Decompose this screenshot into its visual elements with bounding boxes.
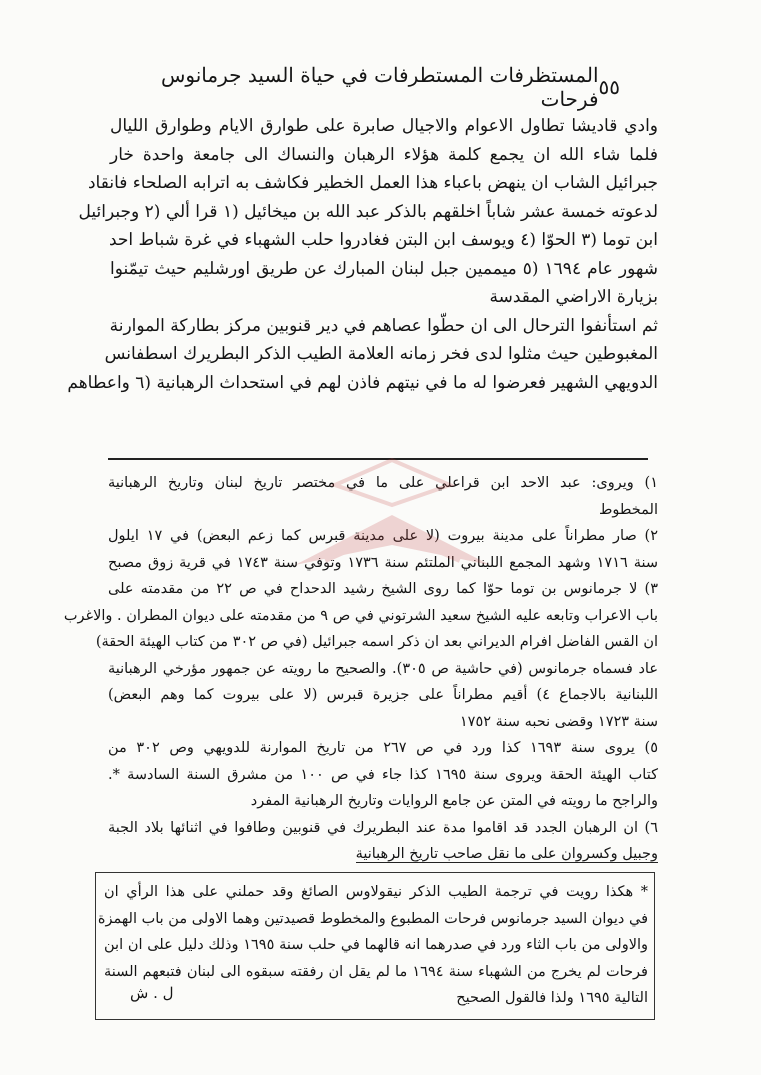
footnote-line: ٥) يروى سنة ١٦٩٣ كذا ورد في ص ٢٦٧ من تاريخ الموارنة للدويهي وص ٣٠٢ من	[108, 740, 658, 756]
footnote-line	[108, 841, 658, 868]
footnote-line: المخطوط	[599, 501, 658, 518]
text-line: فلما شاء الله ان يجمع كلمة هؤلاء الرهبان والنساك الى جامعة واحدة خار	[110, 144, 658, 165]
page-number: ٥٥	[598, 75, 620, 99]
footnote-line: ٦) ان الرهبان الجدد قد اقاموا مدة عند البطريرك في قنوبين وطافوا في اثنائها بلاد الجبة	[108, 819, 658, 836]
note-line: التالية ١٦٩٥ ولذا فالقول الصحيح	[456, 990, 648, 1006]
footnote-line: ١) ويروى: عبد الاحد ابن قراعلي على ما في مختصر تاريخ لبنان وتاريخ الرهبانية	[108, 475, 658, 491]
text-line: وادي قاديشا تطاول الاعوام والاجيال صابرة على طوارق الايام وطوارق الليال	[110, 116, 658, 136]
footnote-line: ٣) لا جرمانوس بن توما حوّا كما روى الشيخ رشيد الدحداح في ص ٢٢ من مقدمته على	[108, 581, 658, 597]
note-line: فرحات لم يخرج من الشهباء سنة ١٦٩٤ ما لم يقل ان رفقته سبقوه الى لبنان فتبعهم السنة	[104, 963, 648, 980]
text-line: شهور عام ١٦٩٤ (٥ ميممين جبل لبنان المبارك عن طريق اورشليم حيث تيمّنوا	[110, 258, 658, 279]
text-line: ابن توما (٣ الحوّا (٤ ويوسف ابن البتن فغادروا حلب الشهباء في غرة شباط احد	[108, 230, 658, 250]
text-line: لدعوته خمسة عشر شاباً اخلقهم بالذكر عبد الله بن ميخائيل (١ قرا ألي (٢ وجبرائيل	[78, 201, 658, 222]
footnote-divider	[108, 458, 648, 460]
footnote-line: سنة ١٧١٦ وشهد المجمع اللبناني الملتئم سنة ١٧٣٦ وتوفي سنة ١٧٤٣ في قرية زوق مصبح	[108, 554, 659, 571]
footnote-line: والراجح ما رويته في المتن عن جامع الروايات وتاريخ الرهبانية المفرد	[250, 793, 658, 809]
footnote-line: اللبنانية بالاجماع ٤) أقيم مطراناً على جزيرة قبرس (لا على بيروت كما وهم البعض)	[108, 687, 658, 703]
main-text	[67, 112, 658, 397]
footnote-line: ان القس الفاضل افرام الديراني بعد ان ذكر اسمه جبرائيل (في ص ٣٠٢ من كتاب الهيئة الحقة)	[95, 634, 658, 650]
signature-initials: ل . ش	[130, 984, 174, 1002]
note-line: في ديوان السيد جرمانوس فرحات المطبوع والمخطوط قصيدتين وهما الاولى من باب الهمزة	[97, 910, 648, 927]
footnote-line: سنة ١٧٢٣ وقضى نحبه سنة ١٧٥٢	[459, 713, 658, 730]
footnote-line: ٢) صار مطراناً على مدينة بيروت (لا على مدينة قبرس كما زعم البعض) في ١٧ ايلول	[108, 528, 659, 544]
text-line: المغبوطين حيث مثلوا لدى فخر زمانه العلامة الطيب الذكر البطريرك اسطفانس	[104, 344, 658, 364]
text-line: ثم استأنفوا الترحال الى ان حطّوا عصاهم في دير قنوبين مركز بطاركة الموارنة	[109, 315, 658, 336]
footnote-line: عاد فسماه جرمانوس (في حاشية ص ٣٠٥). والصحيح ما رويته عن جمهور مؤرخي الرهبانية	[108, 660, 658, 677]
text-line: الدويهي الشهير فعرضوا له ما في نيتهم فاذن لهم في استحداث الرهبانية (٦ واعطاهم	[67, 372, 658, 393]
page-header	[130, 63, 620, 111]
footnotes	[63, 470, 659, 868]
underlined-text: وجبيل وكسروان على ما نقل صاحب تاريخ الرهبانية	[355, 846, 658, 862]
footnote-line: باب الاعراب وتابعه عليه الشيخ سعيد الشرتوني في ص ٩ من مقدمته على ديوان المطران . والاغرب	[63, 607, 658, 624]
footnote-line: كتاب الهيئة الحقة ويروى سنة ١٦٩٥ كذا جاء في ص ١٠٠ من مشرق السنة السادسة *.	[108, 766, 658, 783]
note-line: * هكذا رويت في ترجمة الطيب الذكر نيقولاوس الصائغ وقد حملني على هذا الرأي ان	[104, 884, 648, 900]
text-line: جبرائيل الشاب ان ينهض باعباء هذا العمل الخطير فكاشف به اترابه الصلحاء فانقاد	[87, 173, 658, 193]
note-line: والاولى من باب الثاء ورد في صدرهما انه قالهما في حلب سنة ١٦٩٥ وذلك دليل على ان ابن	[104, 937, 649, 953]
boxed-note	[95, 872, 655, 1020]
running-title: المستظرفات المستطرفات في حياة السيد جرمانوس فرحات	[160, 63, 599, 111]
text-line: بزيارة الاراضي المقدسة	[489, 287, 658, 307]
